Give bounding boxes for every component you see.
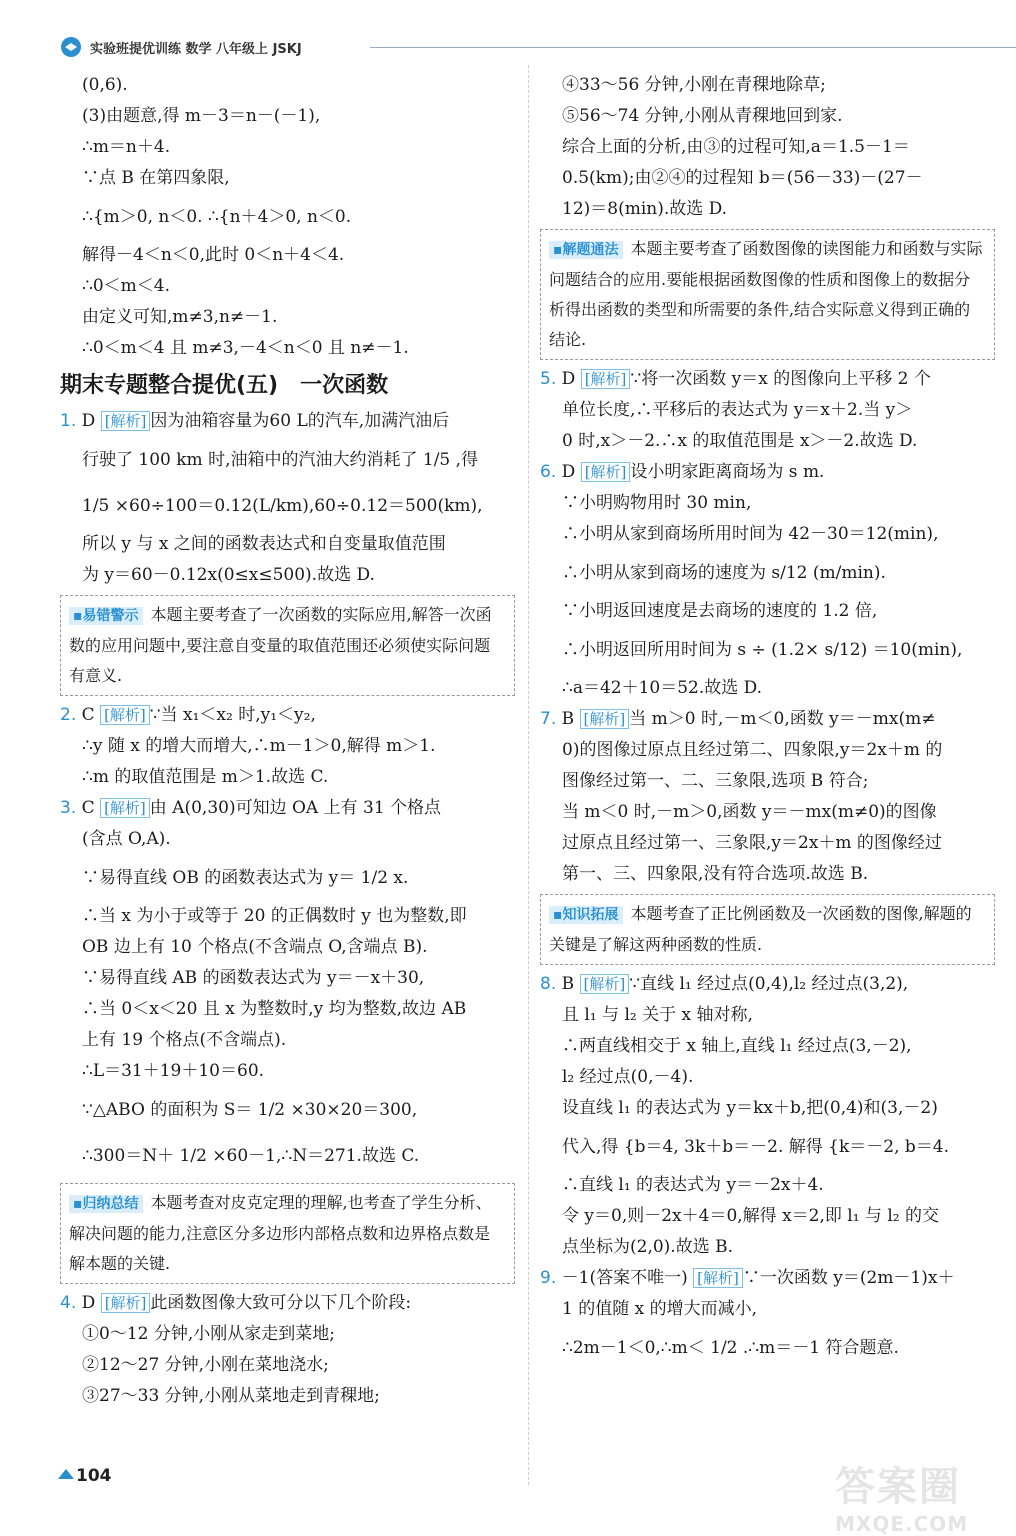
answer: D <box>81 411 96 431</box>
text-line: ∵易得直线 AB 的函数表达式为 y＝－x＋30, <box>82 968 425 988</box>
text-line: 上有 19 个格点(不含端点). <box>82 1030 287 1050</box>
header-rule <box>370 47 1016 48</box>
text-line: 0 时,x＞－2.∴x 的取值范围是 x＞－2.故选 D. <box>562 431 918 451</box>
column-divider <box>528 65 529 1485</box>
header-title: 实验班提优训练 数学 八年级上 JSKJ <box>90 42 302 57</box>
text-line: ∴当 x 为小于或等于 20 的正偶数时 y 也为整数,即 <box>82 906 467 926</box>
question-5 <box>540 364 995 457</box>
tip-label: ▪ 解题通法 <box>549 241 623 259</box>
text-line: 因为油箱容量为60 L的汽车,加满汽油后 <box>150 411 450 431</box>
tip-label: ▪ 知识拓展 <box>549 906 623 924</box>
text-line: ∴两直线相交于 x 轴上,直线 l₁ 经过点(3,－2), <box>562 1036 912 1056</box>
text-line: ∵△ABO 的面积为 S＝ 1/2 ×30×20＝300, <box>82 1100 418 1120</box>
text-line: 代入,得 {b＝4, 3k＋b＝－2. 解得 {k＝－2, b＝4. <box>562 1137 949 1157</box>
text-line: ∴直线 l₁ 的表达式为 y＝－2x＋4. <box>562 1175 824 1195</box>
tip-box-summary <box>60 1183 515 1284</box>
text-line: ∵小明返回速度是去商场的速度的 1.2 倍, <box>562 601 878 621</box>
analysis-tag: [解析] <box>101 411 151 431</box>
text-line: ∵将一次函数 y＝x 的图像向上平移 2 个 <box>630 369 931 389</box>
text-line: 令 y＝0,则－2x＋4＝0,解得 x＝2,即 l₁ 与 l₂ 的交 <box>562 1206 939 1226</box>
tip-box-error-warning <box>60 595 515 696</box>
text-line: 第一、三、四象限,没有符合选项.故选 B. <box>562 864 869 884</box>
analysis-tag: [解析] <box>580 974 630 994</box>
text-line: 12)＝8(min).故选 D. <box>562 199 728 219</box>
text-line: (3)由题意,得 m－3＝n－(－1), <box>82 106 321 126</box>
question-9 <box>540 1263 995 1371</box>
question-number: 9. <box>540 1268 557 1288</box>
analysis-tag: [解析] <box>581 369 631 389</box>
text-line: ∴小明返回所用时间为 s ÷ (1.2× s/12) ＝10(min), <box>562 640 963 660</box>
analysis-tag: [解析] <box>693 1268 743 1288</box>
text-line: 此函数图像大致可分以下几个阶段: <box>150 1293 412 1313</box>
question-1 <box>60 406 515 591</box>
text-line: ∵一次函数 y＝(2m－1)x＋ <box>742 1268 955 1288</box>
text-line: ①0～12 分钟,小刚从家走到菜地; <box>82 1324 335 1344</box>
question-6 <box>540 457 995 704</box>
tip-text: 本题考查对皮克定理的理解,也考查了学生分析、解决问题的能力,注意区分多边形内部格点数和边界格点数是解本题的关键. <box>69 1193 492 1273</box>
text-line: ∴m＝n＋4. <box>82 137 171 157</box>
text-line: OB 边上有 10 个格点(不含端点 O,含端点 B). <box>82 937 428 957</box>
text-line: 设直线 l₁ 的表达式为 y＝kx＋b,把(0,4)和(3,－2) <box>562 1098 938 1118</box>
text-line: 点坐标为(2,0).故选 B. <box>562 1237 734 1257</box>
question-number: 6. <box>540 462 557 482</box>
question-4 <box>60 1288 515 1412</box>
tip-box-extension <box>540 894 995 965</box>
tip-box-method <box>540 229 995 360</box>
text-line: 由 A(0,30)可知边 OA 上有 31 个格点 <box>149 798 442 818</box>
question-number: 4. <box>60 1293 77 1313</box>
text-line: 解得－4＜n＜0,此时 0＜n＋4＜4. <box>82 245 345 265</box>
question-number: 1. <box>60 411 77 431</box>
text-line: (含点 O,A). <box>82 829 171 849</box>
question-number: 2. <box>60 705 77 725</box>
text-line: 单位长度,∴平移后的表达式为 y＝x＋2.当 y＞ <box>562 400 913 420</box>
left-column <box>60 70 515 1412</box>
text-line: 过原点且经过第一、三象限,y＝2x＋m 的图像经过 <box>562 833 942 853</box>
tip-text: 本题主要考查了一次函数的实际应用,解答一次函数的应用问题中,要注意自变量的取值范围还必须使实际问题有意义. <box>69 605 492 685</box>
question-7 <box>540 704 995 890</box>
text-line: 当 m＞0 时,－m＜0,函数 y＝－mx(m≠ <box>629 709 936 729</box>
answer: C <box>81 798 95 818</box>
text-line: ③27～33 分钟,小刚从菜地走到青稞地; <box>82 1386 380 1406</box>
text-line: 1 的值随 x 的增大而减小, <box>562 1299 758 1319</box>
section-title: 期末专题整合提优(五) 一次函数 <box>60 373 389 398</box>
text-line: ④33～56 分钟,小刚在青稞地除草; <box>562 75 826 95</box>
text-line: ∵点 B 在第四象限, <box>82 168 230 188</box>
text-line: ∴m 的取值范围是 m＞1.故选 C. <box>82 767 329 787</box>
answer: C <box>81 705 95 725</box>
text-line: ∵小明购物用时 30 min, <box>562 493 752 513</box>
up-arrow-icon <box>58 1469 74 1479</box>
text-line: 当 m＜0 时,－m＞0,函数 y＝－mx(m≠0)的图像 <box>562 802 937 822</box>
text-line: 0)的图像过原点且经过第二、四象限,y＝2x＋m 的 <box>562 740 943 760</box>
question-4-continued <box>540 70 995 225</box>
book-logo-icon <box>60 36 82 58</box>
question-number: 7. <box>540 709 557 729</box>
question-number: 5. <box>540 369 557 389</box>
answer: D <box>81 1293 96 1313</box>
text-line: ⑤56～74 分钟,小刚从青稞地回到家. <box>562 106 843 126</box>
question-number: 8. <box>540 974 557 994</box>
analysis-tag: [解析] <box>100 705 150 725</box>
text-line: ②12～27 分钟,小刚在菜地浇水; <box>82 1355 329 1375</box>
text-line: ∴0＜m＜4. <box>82 276 170 296</box>
tip-text: 本题考查了正比例函数及一次函数的图像,解题的关键是了解这两种函数的性质. <box>549 904 972 954</box>
text-line: (0,6). <box>82 75 128 95</box>
text-line: ∵当 x₁＜x₂ 时,y₁＜y₂, <box>149 705 316 725</box>
right-column <box>540 70 995 1371</box>
analysis-tag: [解析] <box>100 798 150 818</box>
text-line: 所以 y 与 x 之间的函数表达式和自变量取值范围 <box>82 534 446 554</box>
text-line: ∴当 0＜x＜20 且 x 为整数时,y 均为整数,故边 AB <box>82 999 467 1019</box>
answer: B <box>561 974 575 994</box>
text-line: l₂ 经过点(0,－4). <box>562 1067 694 1087</box>
page-number <box>58 1466 112 1486</box>
text-line: 行驶了 100 km 时,油箱中的汽油大约消耗了 1/5 ,得 <box>82 450 479 470</box>
watermark-line: 答案圈 <box>835 1464 961 1510</box>
question-3 <box>60 793 515 1179</box>
text-line: ∴y 随 x 的增大而增大,∴m－1＞0,解得 m＞1. <box>82 736 436 756</box>
answer: B <box>561 709 575 729</box>
answer: D <box>561 462 576 482</box>
analysis-tag: [解析] <box>580 709 630 729</box>
text-line: ∴小明从家到商场的速度为 s/12 (m/min). <box>562 563 886 583</box>
text-line: 图像经过第一、二、三象限,选项 B 符合; <box>562 771 869 791</box>
text-line: 由定义可知,m≠3,n≠－1. <box>82 307 278 327</box>
question-number: 3. <box>60 798 77 818</box>
question-2 <box>60 700 515 793</box>
text-line: ∴L＝31＋19＋10＝60. <box>82 1061 265 1081</box>
answer: －1(答案不唯一) <box>561 1268 688 1288</box>
text-line: ∴a＝42＋10＝52.故选 D. <box>562 678 763 698</box>
text-line: 为 y＝60－0.12x(0≤x≤500).故选 D. <box>82 565 375 585</box>
text-line: ∴{m＞0, n＜0. ∴{n＋4＞0, n＜0. <box>82 207 352 227</box>
question-8 <box>540 969 995 1263</box>
text-line: 1/5 ×60÷100＝0.12(L/km),60÷0.12＝500(km), <box>82 496 483 516</box>
analysis-tag: [解析] <box>581 462 631 482</box>
text-line: 0.5(km);由②④的过程知 b＝(56－33)－(27－ <box>562 168 923 188</box>
watermark-line: MXQE.COM <box>835 1512 969 1536</box>
text-line: ∵直线 l₁ 经过点(0,4),l₂ 经过点(3,2), <box>629 974 909 994</box>
text-line: ∴300＝N＋ 1/2 ×60－1,∴N＝271.故选 C. <box>82 1146 420 1166</box>
watermark-logo <box>835 1455 1005 1536</box>
page-number-text: 104 <box>76 1466 112 1486</box>
text-line: 且 l₁ 与 l₂ 关于 x 轴对称, <box>562 1005 753 1025</box>
answer: D <box>561 369 576 389</box>
tip-label: ▪ 易错警示 <box>69 607 143 625</box>
text-line: ∴小明从家到商场所用时间为 42－30＝12(min), <box>562 524 939 544</box>
text-line: ∴2m－1＜0,∴m＜ 1/2 .∴m＝－1 符合题意. <box>562 1338 899 1358</box>
text-line: 设小明家距离商场为 s m. <box>630 462 825 482</box>
page-header <box>60 38 1000 58</box>
tip-text: 本题主要考查了函数图像的读图能力和函数与实际问题结合的应用.要能根据函数图像的性质和图像上的数据分析得出函数的类型和所需要的条件,结合实际意义得到正确的结论. <box>549 239 983 349</box>
prev-solution <box>60 70 515 364</box>
analysis-tag: [解析] <box>101 1293 151 1313</box>
text-line: ∴0＜m＜4 且 m≠3,－4＜n＜0 且 n≠－1. <box>82 338 409 358</box>
text-line: ∵易得直线 OB 的函数表达式为 y＝ 1/2 x. <box>82 868 409 888</box>
text-line: 综合上面的分析,由③的过程可知,a＝1.5－1＝ <box>562 137 910 157</box>
tip-label: ▪ 归纳总结 <box>69 1195 143 1213</box>
